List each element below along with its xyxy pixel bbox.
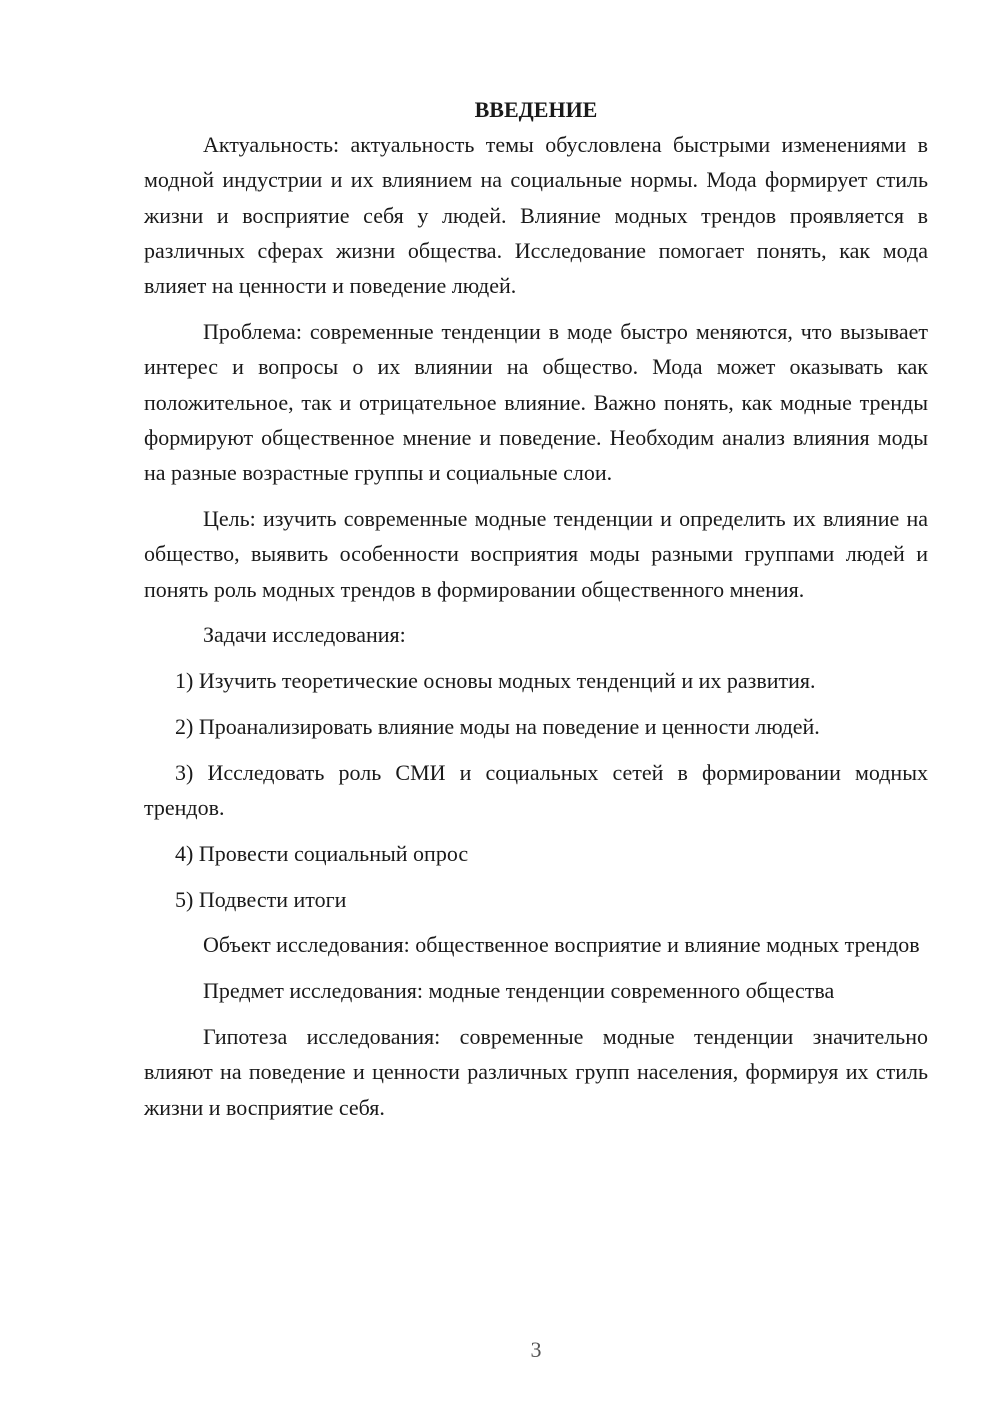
task-item-1: 1) Изучить теоретические основы модных тенденций и их развития. [175, 668, 816, 694]
page-number: 3 [530, 1337, 542, 1362]
subject-paragraph: Предмет исследования: модные тенденции современного общества [203, 978, 835, 1004]
relevance-paragraph: Актуальность: актуальность темы обусловлена быстрыми изменениями в модной индустрии и их влиянием на социальные нормы. Мода формирует стиль жизни и восприятие себя у людей. Влияние модных трендов проявляется в различных сферах жизни общества. Исследование помогает понять, как мода влияет на ценности и поведение людей. [144, 132, 928, 299]
page-title: ВВЕДЕНИЕ [474, 97, 598, 122]
goal-paragraph: Цель: изучить современные модные тенденции и определить их влияние на общество, выявить особенности восприятия моды разными группами людей и понять роль модных трендов в формировании общественного мнения. [144, 505, 928, 602]
task-item-3: 3) Исследовать роль СМИ и социальных сетей в формировании модных трендов. [144, 759, 928, 821]
document-page [144, 95, 928, 1135]
task-item-2: 2) Проанализировать влияние моды на поведение и ценности людей. [175, 713, 820, 739]
problem-paragraph: Проблема: современные тенденции в моде быстро меняются, что вызывает интерес и вопросы о их влиянии на общество. Мода может оказывать как положительное, так и отрицательное влияние. Важно понять, как модные тренды формируют общественное мнение и поведение. Необходим анализ влияния моды на разные возрастные группы и социальные слои. [144, 318, 928, 486]
task-item-4: 4) Провести социальный опрос [175, 840, 469, 866]
object-paragraph: Объект исследования: общественное восприятие и влияние модных трендов [203, 932, 920, 958]
tasks-heading: Задачи исследования: [203, 622, 406, 648]
hypothesis-paragraph: Гипотеза исследования: современные модные тенденции значительно влияют на поведение и ценности различных групп населения, формируя их стиль жизни и восприятие себя. [144, 1024, 928, 1120]
task-item-5: 5) Подвести итоги [175, 886, 347, 912]
